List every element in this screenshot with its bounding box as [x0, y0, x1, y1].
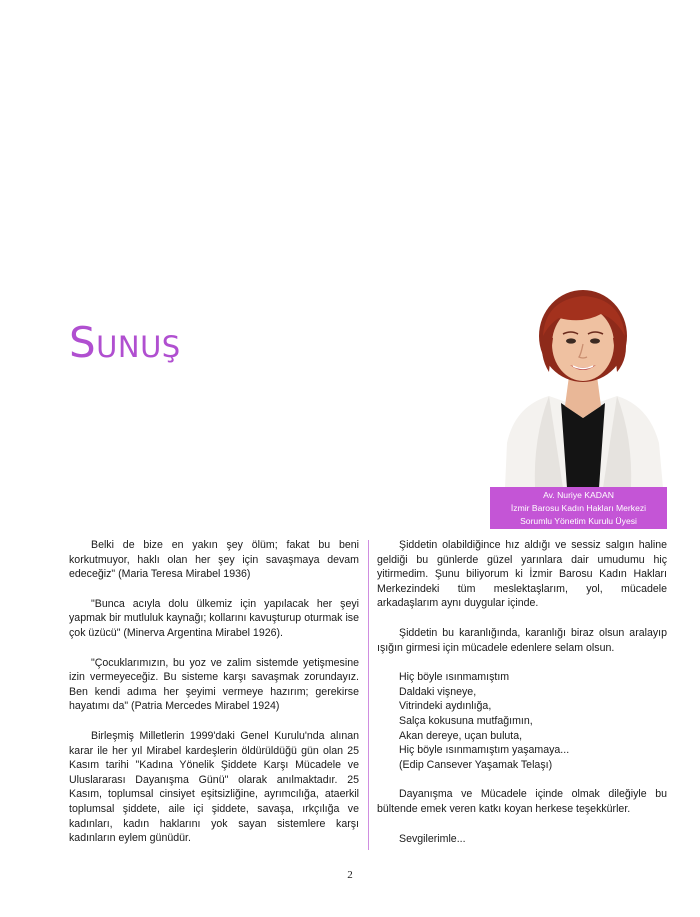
paragraph: Şiddetin olabildiğince hız aldığı ve sessiz salgın haline geldiği bu günlerde güzel yarınlara dair umudumu hiç yitirmedim. Şunu biliyorum ki İzmir Barosu Kadın Hakları Merkezindeki tüm meslektaşlarım, yol, mücadele arkadaşlarım aynı duygular içinde.	[377, 539, 667, 610]
author-photo	[497, 278, 669, 488]
column-divider	[368, 540, 369, 850]
closing: Sevgilerimle...	[399, 832, 466, 845]
right-column	[377, 538, 667, 846]
poem-line: Vitrindeki aydınlığa,	[399, 700, 492, 713]
paragraph: Birleşmiş Milletlerin 1999'daki Genel Kurulu'nda alınan karar ile her yıl Mirabel kardeşlerin öldürüldüğü gün olan 25 Kasım tarihi "Kadına Yönelik Şiddete Karşı Mücadele ve Uluslararası Dayanışma Günü" olarak anılmaktadır. 25 Kasım, toplumsal cinsiyet eşitsizliğine, ayrımcılığa, ataerkil toplumsal şiddete, aile içi şiddete, savaşa, ırkçılığa ve kadınları, kadın haklarını yok sayan sistemlere karşı kadınların eylem günüdür.	[69, 729, 359, 845]
poem-citation: (Edip Cansever Yaşamak Telaşı)	[399, 758, 553, 771]
poem-line: Salça kokusuna mutfağımın,	[399, 714, 533, 727]
poem-line: Akan dereye, uçan buluta,	[399, 729, 523, 742]
poem-line: Daldaki vişneye,	[399, 685, 477, 698]
page-number: 2	[347, 869, 353, 881]
photo-caption	[490, 487, 667, 529]
poem-line: Hiç böyle ısınmamıştım	[399, 671, 510, 684]
portrait-image	[497, 278, 669, 488]
paragraph: "Bunca acıyla dolu ülkemiz için yapılacak her şeyi yapmak bir mutluluk kaynağı; kollarını kavuşturup oturmak ise çok üzücü" (Minerva Argentina Mirabel 1926).	[69, 597, 359, 639]
paragraph: "Çocuklarımızın, bu yoz ve zalim sistemde yetişmesine izin vermeyeceğiz. Bu sisteme karşı savaşmak zorundayız. Ben kendi adıma her şeyimi vermeye hazırım; gerekirse hayatımı da" (Patria Mercedes Mirabel 1924)	[69, 656, 359, 713]
poem	[377, 670, 667, 772]
caption-name: Av. Nuriye KADAN	[543, 490, 614, 500]
poem-line: Hiç böyle ısınmamıştım yaşamaya...	[399, 744, 570, 757]
page-title: Sunuş	[69, 318, 181, 367]
paragraph: Dayanışma ve Mücadele içinde olmak dileğiyle bu bültende emek veren katkı koyan herkese teşekkürler.	[377, 788, 667, 815]
paragraph: Şiddetin bu karanlığında, karanlığı biraz olsun aralayıp ışığın girmesi için mücadele edenlere selam olsun.	[377, 626, 667, 654]
caption-role: Sorumlu Yönetim Kurulu Üyesi	[520, 516, 637, 526]
left-column	[69, 538, 359, 846]
caption-organization: İzmir Barosu Kadın Hakları Merkezi	[510, 503, 647, 513]
paragraph: Belki de bize en yakın şey ölüm; fakat bu beni korkutmuyor, haklı olan her şey için savaşmaya devam edeceğiz" (Maria Teresa Mirabel 1936)	[69, 539, 359, 581]
